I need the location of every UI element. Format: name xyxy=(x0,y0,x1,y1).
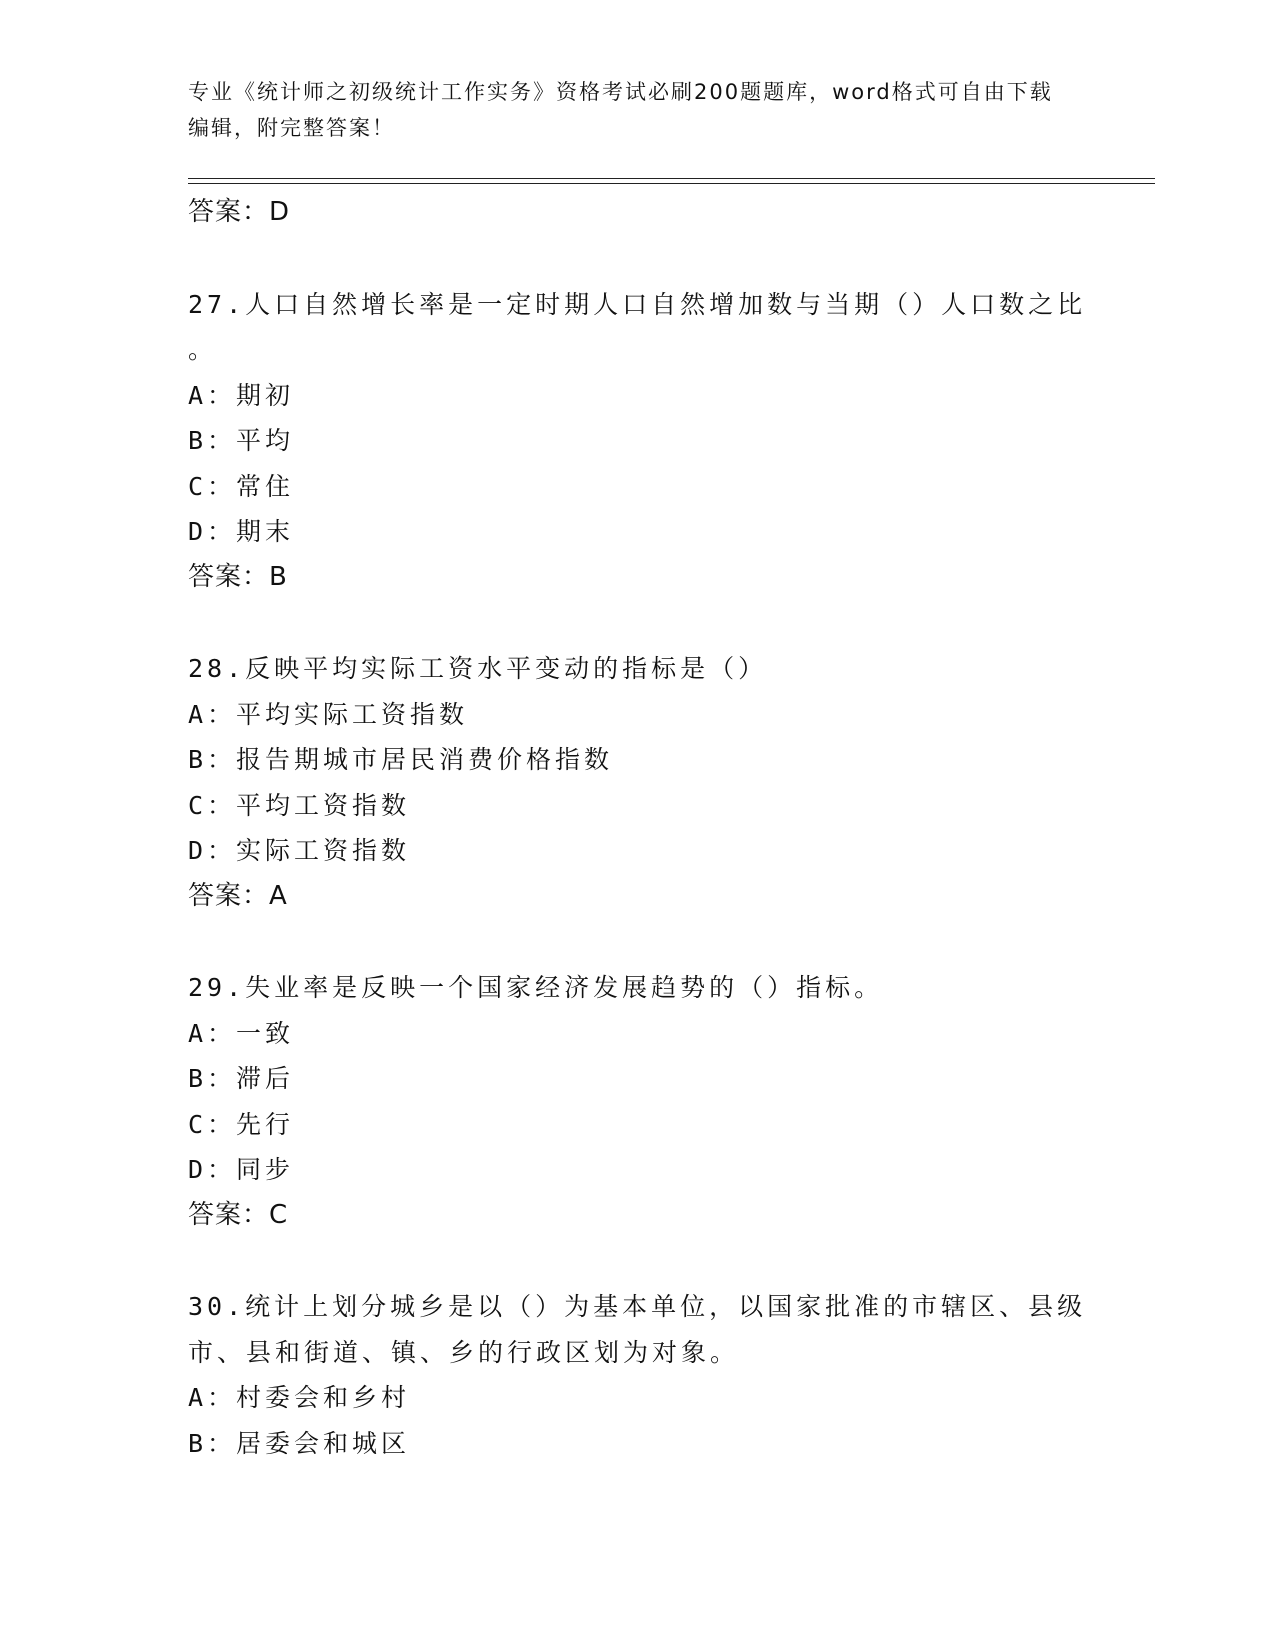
option-d: D：实际工资指数 xyxy=(188,836,411,865)
question-28 xyxy=(188,646,1088,919)
header-rule-top xyxy=(188,178,1155,179)
question-text: 28.反映平均实际工资水平变动的指标是（） xyxy=(188,654,768,683)
spacer xyxy=(188,919,1088,965)
question-27 xyxy=(188,282,1088,601)
option-c: C：先行 xyxy=(188,1109,295,1139)
question-30 xyxy=(188,1284,1088,1466)
question-29 xyxy=(188,965,1088,1238)
option-a: A：平均实际工资指数 xyxy=(188,699,469,729)
option-a: A：村委会和乡村 xyxy=(188,1383,411,1412)
answer: 答案：B xyxy=(188,561,288,592)
question-text: 27.人口自然增长率是一定时期人口自然增加数与当期（）人口数之比 xyxy=(188,289,1087,319)
option-a: A：期初 xyxy=(188,380,295,410)
spacer xyxy=(188,236,1088,282)
option-b: B：居委会和城区 xyxy=(188,1428,411,1458)
header-rule-bottom xyxy=(188,183,1155,184)
spacer xyxy=(188,1238,1088,1284)
question-text: 30.统计上划分城乡是以（）为基本单位，以国家批准的市辖区、县级 xyxy=(188,1292,1087,1321)
document-header: 专业《统计师之初级统计工作实务》资格考试必刷200题题库，word格式可自由下载编辑，附完整答案！ xyxy=(188,80,1053,140)
answer: 答案：C xyxy=(188,1199,289,1230)
spacer xyxy=(188,600,1088,646)
question-list xyxy=(188,190,1088,1466)
option-a: A：一致 xyxy=(188,1018,295,1048)
option-b: B：滞后 xyxy=(188,1064,295,1093)
question-text: 29.失业率是反映一个国家经济发展趋势的（）指标。 xyxy=(188,973,884,1002)
option-c: C：平均工资指数 xyxy=(188,790,411,820)
answer: 答案：A xyxy=(188,880,288,911)
answer-q26: 答案：D xyxy=(188,197,291,227)
question-text-continued: 市、县和街道、镇、乡的行政区划为对象。 xyxy=(188,1337,740,1367)
option-d: D：期末 xyxy=(188,517,295,546)
question-text-continued: 。 xyxy=(188,335,218,364)
option-b: B：报告期城市居民消费价格指数 xyxy=(188,745,614,774)
option-d: D：同步 xyxy=(188,1155,295,1184)
option-b: B：平均 xyxy=(188,426,295,455)
option-c: C：常住 xyxy=(188,471,295,501)
